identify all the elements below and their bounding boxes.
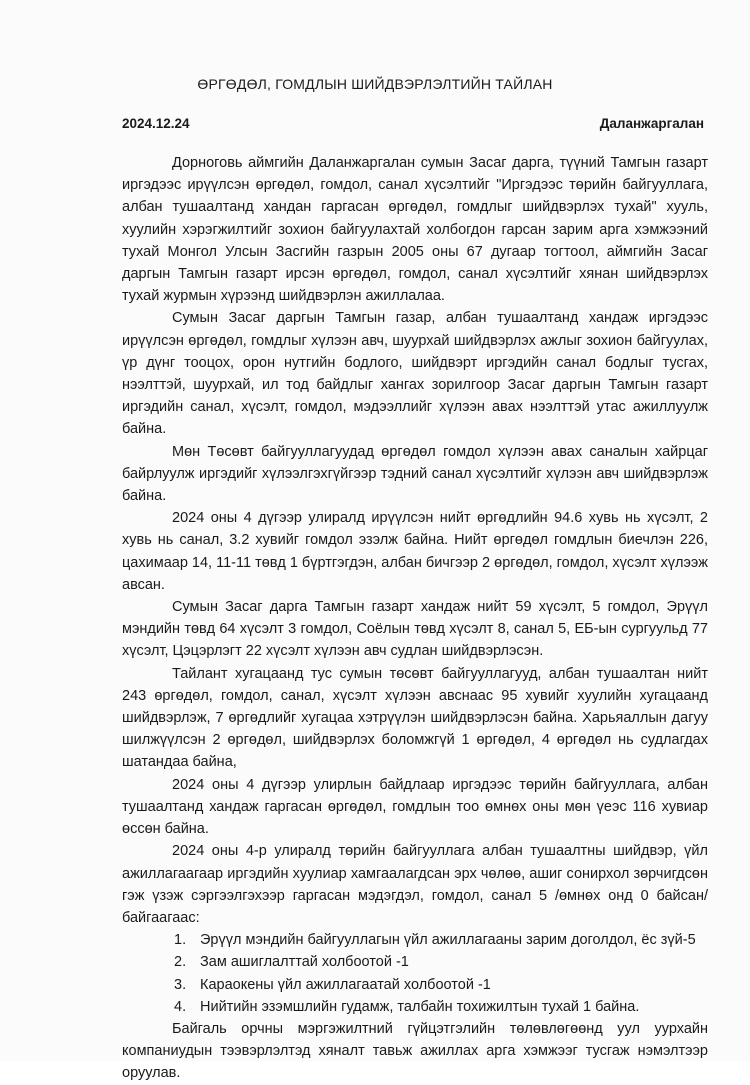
list-item <box>174 974 708 996</box>
document-date: 2024.12.24 <box>122 116 190 131</box>
list-item <box>174 929 708 951</box>
paragraph: Тайлант хугацаанд тус сумын төсөвт байгууллагууд, албан тушаалтан нийт 243 өргөдөл, гомдол, санал, хүсэлт хүлээн авснаас 95 хувийг хуулийн хугацаанд шийдвэрлэж, 7 өргөдлийг хугацаа хэтрүүлэн шийдвэрлэсэн байна. Харьяаллын дагуу шилжүүлсэн 2 өргөдөл, шийдвэрлэх боломжгүй 1 өргөдөл, 4 өргөдөл нь судлагдах шатандаа байна, <box>122 665 708 771</box>
list-item-number: 1. <box>174 932 187 949</box>
paragraph: Сумын Засаг дарга Тамгын газарт хандаж нийт 59 хүсэлт, 5 гомдол, Эрүүл мэндийн төвд 64 хүсэлт 3 гомдол, Соёлын төвд хүсэлт 8, санал 5, ЕБ-ын сургуульд 77 хүсэлт, Цэцэрлэгт 22 хүсэлт хүлээн авч судлан шийдвэрлэсэн. <box>122 599 708 660</box>
paragraph: 2024 оны 4 дүгээр улирлын байдлаар иргэдээс төрийн байгууллага, албан тушаалтанд хандаж гаргасан өргөдөл, гомдлын тоо өмнөх оны мөн үеэс 116 хувиар өссөн байна. <box>122 776 708 838</box>
document-place: Даланжаргалан <box>599 116 704 131</box>
list-item-text: Зам ашиглалттай холбоотой -1 <box>200 954 409 971</box>
complaint-list <box>122 929 708 1018</box>
document-body <box>122 152 708 1085</box>
paragraph: Мөн Төсөвт байгууллагуудад өргөдөл гомдол хүлээн авах саналын хайрцаг байрлуулж иргэдийг хүлээлгэхгүйгээр тэдний санал хүсэлтийг хүлээн авч шийдвэрлэж байна. <box>122 443 708 505</box>
paragraph: 2024 оны 4 дүгээр улиралд ирүүлсэн нийт өргөдлийн 94.6 хувь нь хүсэлт, 2 хувь нь санал, 3.2 хувийг гомдол эзэлж байна. Нийт өргөдөл гомдлын биечлэн 226, цахимаар 14, 11-11 төвд 1 бүртгэгдэн, албан бичгээр 2 өргөдөл, гомдол, хүсэлт хүлээж авсан. <box>122 510 708 593</box>
document-title: ӨРГӨДӨЛ, ГОМДЛЫН ШИЙДВЭРЛЭЛТИЙН ТАЙЛАН <box>197 76 553 92</box>
list-item-number: 3. <box>174 976 187 993</box>
list-item <box>174 951 708 973</box>
paragraph: Дорноговь аймгийн Даланжаргалан сумын Засаг дарга, түүний Тамгын газарт иргэдээс ирүүлсэн өргөдөл, гомдол, санал хүсэлтийг "Иргэдээс төрийн байгууллага, албан тушаалтанд хандан гаргасан өргөдөл, гомдлыг шийдвэрлэх тухай" хууль, хуулийн хэрэгжилтийг зохион байгуулахтай холбогдон гарсан зарим арга хэмжээний тухай Монгол Улсын Засгийн газрын 2005 оны 67 дугаар тогтоол, аймгийн Засаг даргын Тамгын газарт ирсэн өргөдөл, гомдол, санал хүсэлтийг хянан шийдвэрлэх тухай журмын хүрээнд шийдвэрлэн ажиллалаа. <box>122 155 708 305</box>
closing-paragraph: Байгаль орчны мэргэжилтний гүйцэтгэлийн төлөвлөгөөнд уул уурхайн компаниудын тээвэрлэлтэд хяналт тавьж ажиллах арга хэмжээг тусгаж нэмэлтээр оруулав. <box>122 1020 708 1082</box>
list-item <box>174 996 708 1018</box>
paragraph: 2024 оны 4-р улиралд төрийн байгууллага албан тушаалтны шийдвэр, үйл ажиллагаагаар иргэдийн хуулиар хамгаалагдсан эрх чөлөө, ашиг сонирхол зөрчигдсөн гэж үзэж сэргээлгэхээр гаргасан мэдэгдэл, гомдол, санал 5 /өмнөх онд 0 байсан/ байгаагаас: <box>122 843 708 926</box>
list-item-number: 4. <box>174 998 187 1015</box>
list-item-number: 2. <box>174 954 187 971</box>
list-item-text: Нийтийн эзэмшлийн гудамж, талбайн тохижилтын тухай 1 байна. <box>200 998 640 1015</box>
list-item-text: Караокены үйл ажиллагаатай холбоотой -1 <box>200 976 491 993</box>
list-item-text: Эрүүл мэндийн байгууллагын үйл ажиллагааны зарим доголдол, ёс зүй-5 <box>200 932 696 949</box>
paragraph: Сумын Засаг даргын Тамгын газар, албан тушаалтанд хандаж иргэдээс ирүүлсэн өргөдөл, гомдлыг хүлээн авч, шуурхай шийдвэрлэх ажлыг зохион байгуулах, үр дүнг тооцох, орон нутгийн бодлого, шийдвэрт иргэдийн санал бодлыг тусгах, нээлттэй, шуурхай, ил тод байдлыг хангах зорилгоор Засаг даргын Тамгын газарт иргэдийн санал, хүсэлт, гомдол, мэдээллийг хүлээн авах нээлттэй утас ажиллуулж байна. <box>122 310 708 438</box>
